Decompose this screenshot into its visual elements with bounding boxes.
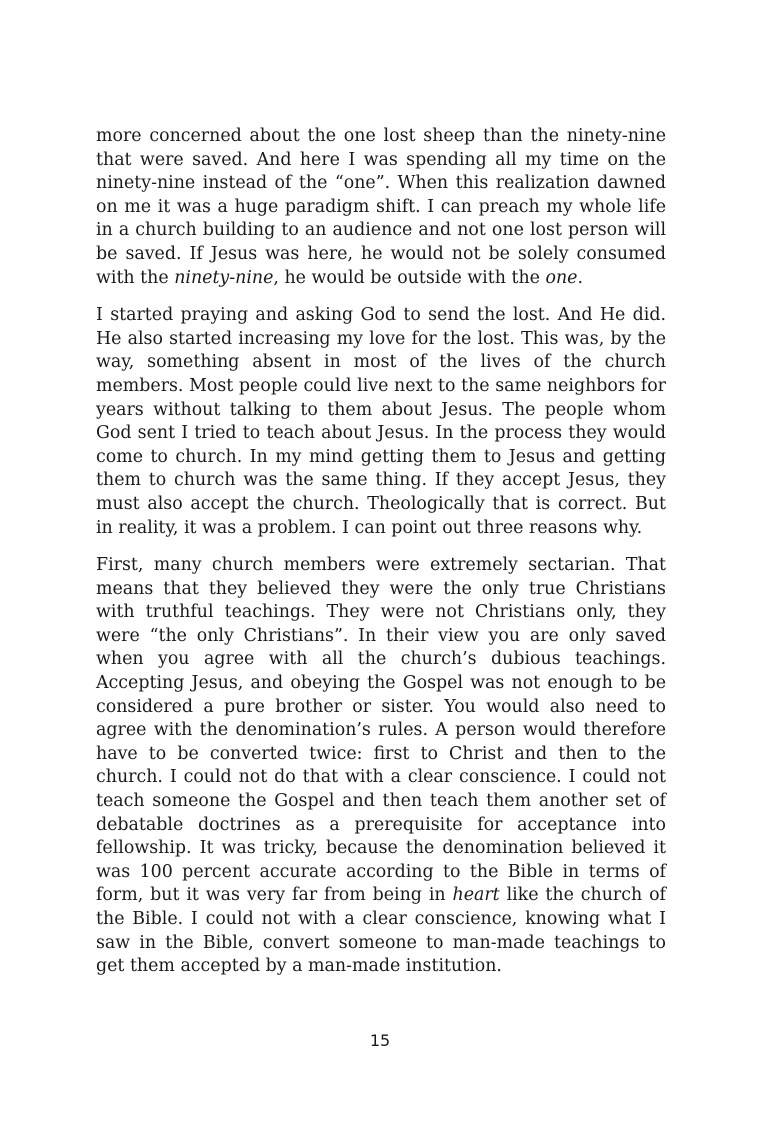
text-run: , he would be outside with the [273, 267, 546, 288]
text-run: like the church of the Bible. I could not with a clear conscience, knowing what I saw in the Bible, convert someone to man-made teachings to get them accepted by a man-made institution. [96, 885, 666, 977]
italic-text-run: heart [452, 885, 500, 906]
text-run: I started praying and asking God to send the lost. And He did. He also started increasing my love for the lost. This was, by the way, something absent in most of the lives of the church members. Most people could live next to the same neighbors for years without talking to them about Jesus. The people whom God sent I tried to teach about Jesus. In the process they would come to church. In my mind getting them to Jesus and getting them to church was the same thing. If they accept Jesus, they must also accept the church. Theologically that is correct. But in reality, it was a problem. I can point out three reasons why. [96, 305, 666, 538]
text-run: . [577, 267, 583, 288]
text-run: First, many church members were extremely sectarian. That means that they believed they were the only true Christians with truthful teachings. They were not Christians only, they were “the only Christians”. In their view you are only saved when you agree with all the church’s dubious teachings. Accepting Jesus, and obeying the Gospel was not enough to be considered a pure brother or sister. You would also need to agree with the denomination’s rules. A person would therefore have to be converted twice: first to Christ and then to the church. I could not do that with a clear conscience. I could not teach someone the Gospel and then teach them another set of debatable doctrines as a prerequisite for acceptance into fellowship. It was tricky, because the denomination believed it was 100 percent accurate according to the Bible in terms of form, but it was very far from being in [96, 555, 666, 906]
paragraph [96, 125, 666, 290]
paragraph [96, 554, 666, 979]
italic-text-run: one [545, 267, 578, 288]
text-run: more concerned about the one lost sheep than the ninety-nine that were saved. And here I was spending all my time on the ninety-nine instead of the “one”. When this realization dawned on me it was a huge paradigm shift. I can preach my whole life in a church building to an audience and not one lost person will be saved. If Jesus was here, he would not be solely consumed with the [96, 126, 666, 288]
paragraph [96, 304, 666, 540]
page-body [96, 125, 666, 993]
page-number: 15 [369, 1031, 391, 1050]
italic-text-run: ninety-nine [174, 267, 274, 288]
